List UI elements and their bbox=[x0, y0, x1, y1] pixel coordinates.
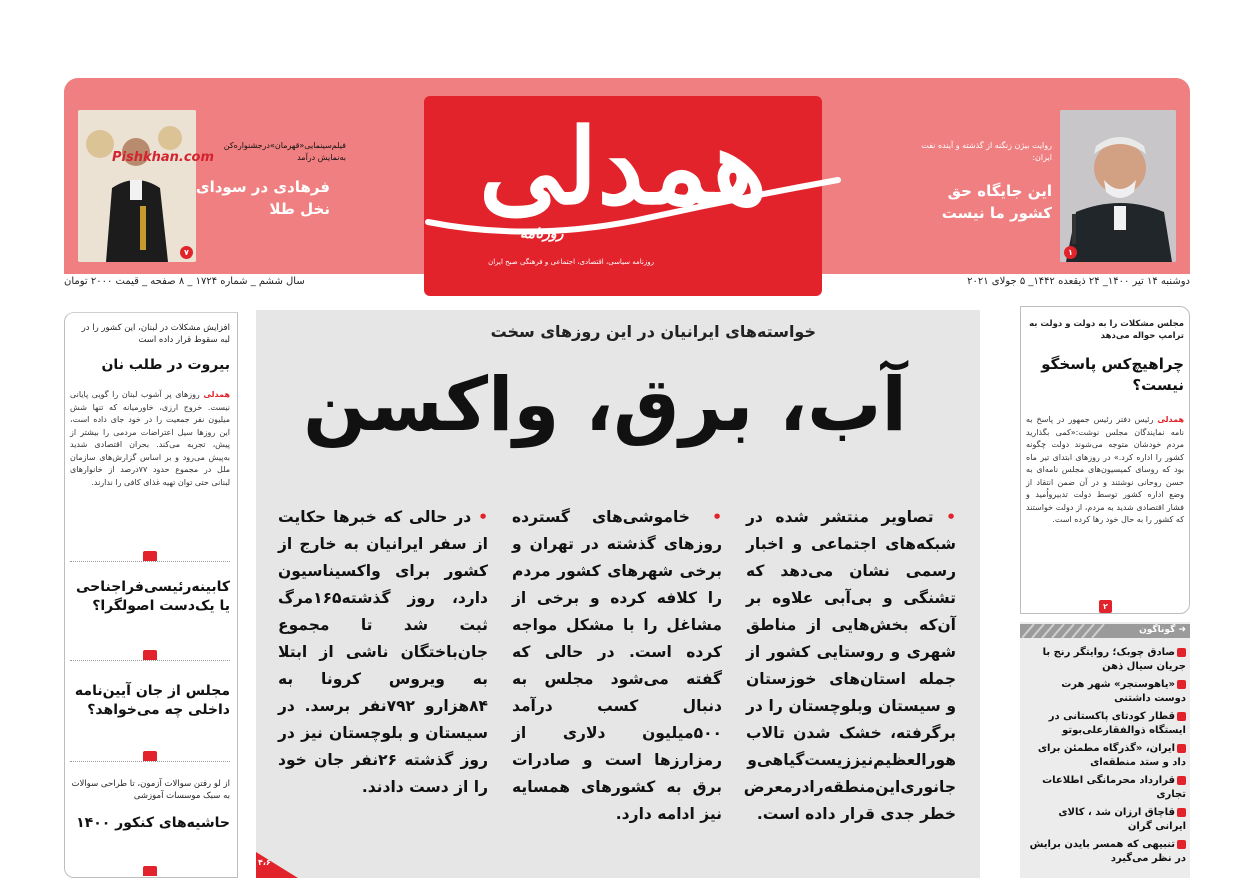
brief-text: قرارداد محرمانگی اطلاعات تجاری bbox=[1042, 775, 1186, 800]
source-label: همدلی bbox=[1157, 415, 1185, 424]
brief-item[interactable] bbox=[1026, 742, 1186, 770]
briefs-header bbox=[1020, 624, 1190, 638]
brief-item[interactable] bbox=[1026, 838, 1186, 866]
story-title: چراهیچ‌کس پاسخگو نیست؟ bbox=[1041, 355, 1184, 394]
divider bbox=[70, 761, 230, 762]
column-text: در حالی که خبرها حکایت از سفر ایرانیان به خارج از کشور برای واکسیناسیون دارد، روز گذشته۱۶۵مرگ ثبت شد تا مجموع جان‌باختگان ناشی از ابتلا به ویروس کرونا به ۸۴هزارو ۷۹۲نفر برسد. در سیستان و بلوچستان نیز در روز گذشته ۲۶نفر جان خود را از دست دادند. bbox=[278, 508, 489, 796]
left-story-4[interactable] bbox=[70, 778, 230, 833]
brief-item[interactable] bbox=[1026, 678, 1186, 706]
source-label: همدلی bbox=[203, 390, 231, 399]
main-column-right bbox=[743, 504, 956, 828]
page-badge-icon bbox=[1177, 840, 1186, 849]
briefs-list bbox=[1026, 646, 1186, 870]
page-badge-icon bbox=[1177, 744, 1186, 753]
teaser-title[interactable]: این جایگاه حق کشور ما نیست bbox=[941, 182, 1052, 222]
column-text: خاموشی‌های گسترده روزهای گذشته در تهران و برخی شهرهای کشور مردم را کلافه کرده و برخی از مشاغل را با مشکل مواجه کرده است. در حالی که گفته می‌شود مجلس به دنبال کسب درآمد ۵۰۰میلیون دلاری از رمزارزها است و صادرات برق به کشورهای همسایه نیز ادامه دارد. bbox=[512, 508, 722, 823]
bullet-icon: • bbox=[712, 508, 722, 526]
brief-item[interactable] bbox=[1026, 806, 1186, 834]
teaser-title[interactable]: فرهادی در سودای نخل طلا bbox=[195, 178, 330, 218]
divider bbox=[70, 660, 230, 661]
teaser-photo-left bbox=[78, 110, 196, 262]
page-marker-icon bbox=[143, 751, 157, 761]
brief-text: قطار کودتای پاکستانی در ایستگاه ذوالفقارعلی‌بوتو bbox=[1048, 711, 1186, 736]
story-kicker: مجلس مشکلات را به دولت و دولت به ترامپ حواله می‌دهد bbox=[1029, 319, 1184, 341]
issue-info: سال ششم _ شماره ۱۷۲۴ _ ۸ صفحه _ قیمت ۲۰۰۰ تومان bbox=[64, 276, 305, 287]
right-story[interactable] bbox=[1026, 318, 1184, 527]
story-kicker: افزایش مشکلات در لبنان، این کشور را در لبه سقوط قرار داده است bbox=[81, 323, 230, 345]
bullet-icon: • bbox=[478, 508, 488, 526]
briefs-title bbox=[1139, 625, 1186, 635]
page-badge-icon bbox=[1177, 712, 1186, 721]
story-title: بیروت در طلب نان bbox=[101, 357, 230, 373]
briefs-title-text: گوناگون bbox=[1139, 625, 1176, 635]
left-story-2[interactable]: کابینه‌رئیسی‌فراجناحی یا یک‌دست اصولگرا؟ bbox=[75, 579, 230, 614]
page-number-badge: ۲ bbox=[1099, 600, 1112, 613]
page-marker-icon bbox=[143, 866, 157, 876]
brief-text: صادق چوبک؛ روایتگر رنج با جریان سیال ذهن bbox=[1042, 647, 1186, 672]
story-text: رئیس دفتر رئیس جمهور در پاسخ به نامه نمایندگان مجلس نوشت:«کمی بگذارید مردم خودشان متوجه می‌شوند دولت چگونه کشور را اداره کرد.» در روزهای ابتدای تیر ماه بود که روسای کمیسیون‌های مجلس نامه‌ای به حسن روحانی نوشتند و در آن ضمن انتقاد از وضع اداره کشور توسط دولت تدبیرواُمید و فشار اقتصادی شدید به مردم، از دولت خواستند که کشور را به حال خود رها کرده است. bbox=[1026, 415, 1184, 524]
main-headline[interactable]: آب، برق، واکسن bbox=[303, 362, 907, 448]
teaser-photo-right bbox=[1060, 110, 1176, 262]
brief-item[interactable] bbox=[1026, 646, 1186, 674]
page-number-badge: ۷ bbox=[180, 246, 193, 259]
divider bbox=[70, 561, 230, 562]
page-badge-icon bbox=[1177, 680, 1186, 689]
page-badge-icon bbox=[1177, 808, 1186, 817]
brief-text: تنبیهی که همسر بایدن برایش در نظر می‌گیرد bbox=[1029, 839, 1186, 864]
story-kicker: از لو رفتن سوالات آزمون، تا طراحی سوالات به سبک موسسات آموزشی bbox=[71, 779, 230, 801]
main-column-middle bbox=[512, 504, 722, 828]
arrow-icon: ➜ bbox=[1178, 625, 1186, 635]
teaser-kicker: روایت بیژن زنگنه از گذشته و آینده نفت ایران: bbox=[921, 141, 1052, 162]
left-story-1[interactable] bbox=[70, 322, 230, 489]
logo-tagline: روزنامه سیاسی، اقتصادی، اجتماعی و فرهنگی صبح ایران bbox=[488, 258, 654, 266]
story-body bbox=[70, 389, 230, 489]
main-column-left bbox=[278, 504, 488, 801]
page-mark-label: ۴،۶ bbox=[258, 858, 271, 867]
page-number-badge: ۱ bbox=[1064, 246, 1077, 259]
brief-text: ایران، «گذرگاه مطمئن برای داد و ستد منطقه‌ای bbox=[1037, 743, 1186, 768]
story-text: روزهای پر آشوب لبنان را گویی پایانی نیست. خروج ارزی، خاورمیانه که تنها شش میلیون نفر جمعیت را در خود جای داده است، این روزها سیل اعتراضات مردمی را بیشتر از پیش، تجربه می‌کند. بحران اقتصادی شدید به‌پیش می‌رود و بر اساس گزارش‌های سازمان ملل در مجموع حدود ۷۷درصد از خانوارهای لبنانی حتی توان تهیه غذای کافی را ندارند. bbox=[70, 390, 231, 487]
newspaper-logo: همدلی bbox=[479, 105, 767, 228]
page-badge-icon bbox=[1177, 648, 1186, 657]
page-marker-icon bbox=[143, 650, 157, 660]
brief-item[interactable] bbox=[1026, 710, 1186, 738]
page-badge-icon bbox=[1177, 776, 1186, 785]
logo-subtitle: روزنامه bbox=[520, 226, 564, 242]
watermark: Pishkhan.com bbox=[112, 150, 215, 165]
column-text: تصاویر منتشر شده در شبکه‌های اجتماعی و اخبار رسمی نشان می‌دهد که تشنگی و بی‌آبی علاوه بر آن‌که بخش‌هایی از مناطق شهری و روستایی کشور از جمله استان‌های خوزستان و سیستان وبلوچستان را در برگرفته، خشک شدن تالاب هورالعظیم‌نیز‌زیست‌گیاهی‌و جانوری‌این‌منطقه‌رادرمعرض خطر جدی قرار داده است. bbox=[743, 508, 956, 823]
brief-text: «یاهوسنجر» شهر هرت دوست داشتنی bbox=[1061, 679, 1186, 704]
brief-text: قاچاق ارزان شد ، کالای ایرانی گران bbox=[1058, 807, 1186, 832]
story-title: حاشیه‌های کنکور ۱۴۰۰ bbox=[76, 815, 230, 831]
page-marker-icon bbox=[143, 551, 157, 561]
dateline: دوشنبه ۱۴ تیر ۱۴۰۰_ ۲۴ ذیقعده ۱۴۴۲_ ۵ جولای ۲۰۲۱ bbox=[967, 276, 1190, 287]
main-kicker: خواسته‌های ایرانیان در این روزهای سخت bbox=[490, 322, 816, 341]
story-body bbox=[1026, 414, 1184, 527]
bullet-icon: • bbox=[946, 508, 956, 526]
left-story-3[interactable]: مجلس از جان آیین‌نامه داخلی چه می‌خواهد؟ bbox=[74, 683, 230, 718]
teaser-kicker: فیلم‌سینمایی«قهرمان»درجشنواره‌کن به‌نمایش درآمد bbox=[223, 141, 346, 162]
brief-item[interactable] bbox=[1026, 774, 1186, 802]
